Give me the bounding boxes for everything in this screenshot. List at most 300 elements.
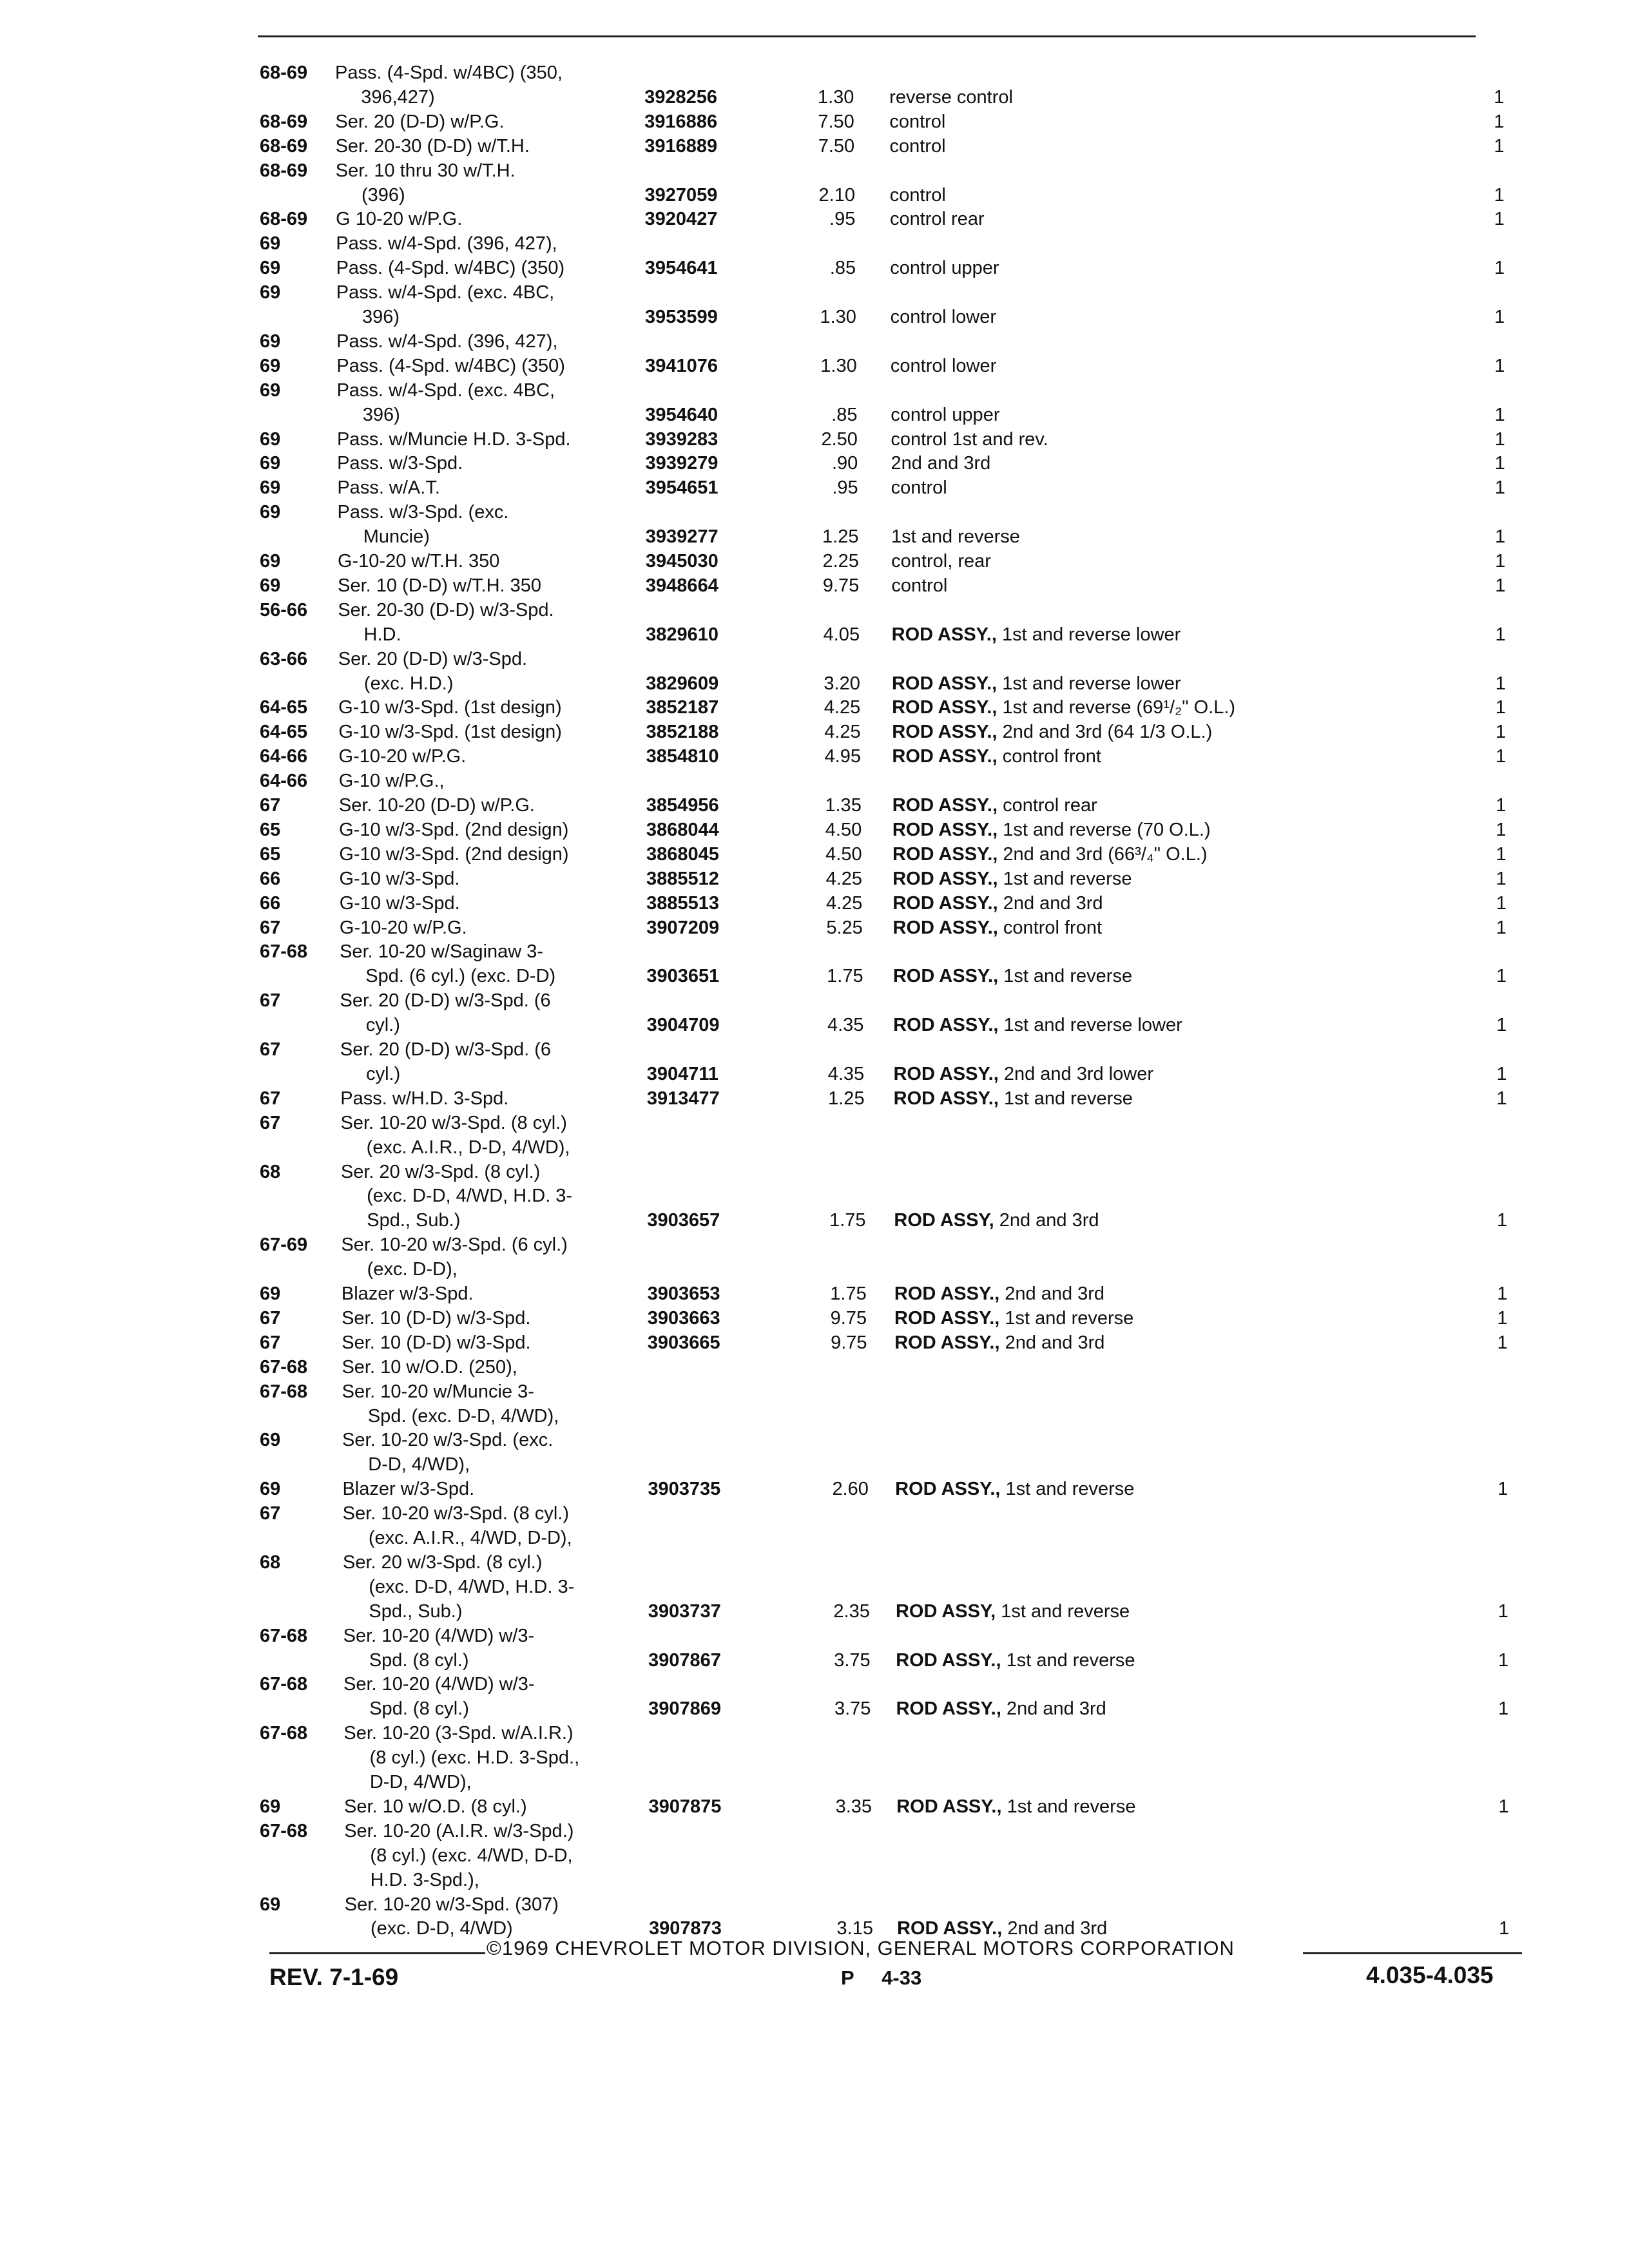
price: 4.35 xyxy=(827,1063,865,1084)
table-row xyxy=(0,1574,1629,1600)
part-detail: 1st and reverse lower xyxy=(1001,624,1181,645)
table-row xyxy=(0,1452,1629,1477)
table-row xyxy=(0,548,1629,574)
model-year: 67-68 xyxy=(260,1674,308,1695)
application-desc: (exc. D-D, 4/WD, H.D. 3- xyxy=(369,1576,575,1597)
application-desc: Ser. 10-20 (A.I.R. w/3-Spd.) xyxy=(344,1820,574,1841)
price: 1.75 xyxy=(829,1210,866,1231)
part-description xyxy=(891,524,1020,550)
application-desc: H.D. 3-Spd.), xyxy=(370,1869,479,1890)
table-row xyxy=(0,158,1629,184)
application-desc: G-10-20 w/T.H. 350 xyxy=(337,551,500,572)
part-detail: 1st and reverse xyxy=(1007,1796,1136,1817)
application-desc: H.D. xyxy=(363,624,401,645)
quantity: 1 xyxy=(1495,526,1506,548)
application-desc: Ser. 10-20 (D-D) w/P.G. xyxy=(338,795,535,816)
part-detail: reverse control xyxy=(889,86,1013,108)
quantity: 1 xyxy=(1497,1283,1508,1304)
table-row xyxy=(0,329,1629,354)
price: 1.30 xyxy=(820,307,856,327)
model-year: 68 xyxy=(260,1552,281,1573)
quantity: 1 xyxy=(1498,1600,1509,1622)
table-row xyxy=(0,1061,1629,1087)
part-name: ROD ASSY, xyxy=(895,1600,996,1622)
part-description xyxy=(890,255,999,281)
table-row xyxy=(0,1037,1629,1062)
part-name: ROD ASSY., xyxy=(894,1283,1000,1304)
price: 4.50 xyxy=(825,843,862,865)
quantity: 1 xyxy=(1497,1307,1508,1329)
table-row xyxy=(0,1476,1629,1502)
application-desc: Blazer w/3-Spd. xyxy=(341,1283,474,1304)
price: .95 xyxy=(832,477,858,499)
part-number: 3907873 xyxy=(649,1918,722,1939)
table-row xyxy=(0,1403,1629,1429)
application-desc: Ser. 10-20 w/3-Spd. (8 cyl.) xyxy=(342,1503,570,1524)
table-row xyxy=(0,1648,1629,1673)
application-desc: Pass. (4-Spd. w/4BC) (350) xyxy=(336,258,565,279)
part-detail: 1st and reverse xyxy=(891,526,1020,548)
part-detail: 2nd and 3rd (66³/₄" O.L.) xyxy=(1003,843,1208,865)
application-desc: Pass. (4-Spd. w/4BC) (350, xyxy=(335,62,563,83)
quantity: 1 xyxy=(1497,1332,1508,1353)
model-year: 67 xyxy=(260,1039,281,1060)
price: 7.50 xyxy=(818,111,854,132)
quantity: 1 xyxy=(1499,1918,1510,1939)
application-desc: Ser. 20 (D-D) w/3-Spd. (6 xyxy=(340,990,551,1012)
application-desc: Pass. w/H.D. 3-Spd. xyxy=(340,1088,509,1109)
table-row xyxy=(0,695,1629,720)
table-row xyxy=(0,182,1629,208)
table-row xyxy=(0,841,1629,867)
model-year: 69 xyxy=(260,233,281,255)
quantity: 1 xyxy=(1495,575,1506,596)
part-description xyxy=(892,744,1101,769)
application-desc: Spd. (exc. D-D, 4/WD), xyxy=(367,1405,559,1427)
part-description xyxy=(894,1305,1133,1331)
quantity: 1 xyxy=(1496,1015,1507,1036)
table-row xyxy=(0,1159,1629,1185)
application-desc: Pass. w/3-Spd. xyxy=(337,453,463,474)
part-description xyxy=(889,133,945,159)
application-desc: Ser. 10 (D-D) w/3-Spd. xyxy=(342,1307,531,1329)
quantity: 1 xyxy=(1498,1796,1509,1817)
application-desc: Ser. 10-20 w/3-Spd. (6 cyl.) xyxy=(341,1235,568,1256)
application-desc: Pass. (4-Spd. w/4BC) (350) xyxy=(336,355,565,376)
table-row xyxy=(0,1818,1629,1844)
part-detail: control xyxy=(891,477,947,499)
part-number: 3927059 xyxy=(644,184,718,206)
part-description xyxy=(895,1476,1134,1502)
table-row xyxy=(0,109,1629,135)
part-number: 3907209 xyxy=(646,917,720,938)
model-year: 69 xyxy=(260,331,281,352)
table-row xyxy=(0,1892,1629,1917)
model-year: 65 xyxy=(260,843,281,865)
quantity: 1 xyxy=(1494,453,1505,474)
price: 1.35 xyxy=(825,795,862,816)
part-name: ROD ASSY., xyxy=(893,1063,999,1084)
model-year: 69 xyxy=(260,453,281,474)
price: 3.35 xyxy=(835,1796,872,1817)
price: 3.15 xyxy=(836,1918,873,1939)
table-row xyxy=(0,427,1629,452)
part-description xyxy=(891,353,996,379)
part-number: 3941076 xyxy=(645,355,718,376)
application-desc: cyl.) xyxy=(365,1015,400,1036)
part-detail: 1st and reverse xyxy=(1003,868,1132,889)
model-year: 68-69 xyxy=(260,209,308,230)
quantity: 1 xyxy=(1494,258,1505,279)
quantity: 1 xyxy=(1496,1210,1508,1231)
part-description xyxy=(893,1012,1182,1038)
table-row xyxy=(0,1769,1629,1795)
table-row xyxy=(0,719,1629,745)
table-row xyxy=(0,304,1629,330)
part-number: 3854810 xyxy=(646,746,719,767)
part-name: ROD ASSY., xyxy=(891,624,997,645)
price: .85 xyxy=(831,404,858,425)
application-desc: (exc. D-D, 4/WD, H.D. 3- xyxy=(367,1186,573,1207)
table-row xyxy=(0,1232,1629,1258)
application-desc: G-10 w/3-Spd. xyxy=(339,892,460,914)
table-row xyxy=(0,60,1629,86)
part-detail: control front xyxy=(1002,746,1101,767)
part-description xyxy=(894,1330,1104,1356)
application-desc: Spd., Sub.) xyxy=(367,1210,461,1231)
part-name: ROD ASSY., xyxy=(892,892,998,914)
part-description xyxy=(892,841,1208,867)
part-number: 3939283 xyxy=(645,428,718,450)
part-number: 3852188 xyxy=(646,722,719,743)
price: 4.25 xyxy=(824,722,861,743)
part-description xyxy=(892,890,1103,916)
price: .95 xyxy=(829,209,856,230)
part-detail: control upper xyxy=(891,404,1000,425)
part-name: ROD ASSY., xyxy=(893,1015,999,1036)
quantity: 1 xyxy=(1496,819,1507,840)
table-row xyxy=(0,1183,1629,1209)
price: 4.05 xyxy=(823,624,860,645)
part-detail: control lower xyxy=(890,355,997,376)
table-row xyxy=(0,890,1629,916)
part-name: ROD ASSY., xyxy=(892,819,998,840)
model-year: 69 xyxy=(260,428,281,450)
application-desc: G-10-20 w/P.G. xyxy=(338,746,467,767)
quantity: 1 xyxy=(1494,404,1505,425)
application-desc: Spd. (8 cyl.) xyxy=(369,1649,469,1671)
part-detail: control rear xyxy=(1003,795,1097,816)
model-year: 67 xyxy=(260,1503,281,1524)
part-description xyxy=(894,1281,1104,1307)
model-year: 67-68 xyxy=(260,1820,308,1841)
price: 5.25 xyxy=(826,917,863,938)
table-row xyxy=(0,1623,1629,1649)
model-year: 65 xyxy=(260,819,281,840)
model-year: 67 xyxy=(260,990,281,1012)
model-year: 69 xyxy=(260,1283,281,1304)
application-desc: (exc. A.I.R., D-D, 4/WD), xyxy=(366,1137,570,1158)
section-number: 4.035-4.035 xyxy=(1366,1962,1494,1988)
table-row xyxy=(0,671,1629,697)
table-row xyxy=(0,1086,1629,1111)
part-detail: control front xyxy=(1003,917,1103,938)
table-row xyxy=(0,353,1629,379)
part-description xyxy=(889,109,945,135)
part-name: ROD ASSY., xyxy=(892,917,998,938)
model-year: 56-66 xyxy=(260,599,308,620)
model-year: 68-69 xyxy=(260,135,308,157)
application-desc: Ser. 20 w/3-Spd. (8 cyl.) xyxy=(340,1161,541,1182)
quantity: 1 xyxy=(1494,477,1505,499)
application-desc: G-10 w/3-Spd. xyxy=(339,868,460,889)
part-description xyxy=(892,866,1132,892)
quantity: 1 xyxy=(1496,1063,1507,1084)
part-description xyxy=(892,719,1212,745)
application-desc: (396) xyxy=(361,184,405,206)
footer-rule-right xyxy=(1303,1952,1522,1954)
part-number: 3903735 xyxy=(648,1479,721,1500)
part-number: 3907875 xyxy=(648,1796,722,1817)
application-desc: Pass. w/3-Spd. (exc. xyxy=(337,502,509,523)
model-year: 69 xyxy=(260,380,281,401)
application-desc: Muncie) xyxy=(363,526,430,548)
application-desc: cyl.) xyxy=(366,1063,401,1084)
part-number: 3916886 xyxy=(644,111,718,132)
part-description xyxy=(891,573,947,599)
model-year: 67-69 xyxy=(260,1235,308,1256)
page-number: P 4-33 xyxy=(841,1966,922,1989)
application-desc: Blazer w/3-Spd. xyxy=(342,1479,475,1500)
part-detail: control 1st and rev. xyxy=(891,428,1048,450)
part-name: ROD ASSY., xyxy=(893,1088,999,1109)
part-number: 3939279 xyxy=(645,453,718,474)
part-detail: control, rear xyxy=(891,551,991,572)
part-description xyxy=(894,1086,1133,1111)
table-row xyxy=(0,866,1629,892)
part-number: 3868045 xyxy=(646,843,719,865)
part-description xyxy=(891,427,1048,452)
price: 4.35 xyxy=(827,1015,864,1036)
table-row xyxy=(0,1671,1629,1697)
application-desc: Ser. 20-30 (D-D) w/T.H. xyxy=(335,135,530,157)
table-row xyxy=(0,402,1629,428)
model-year: 67 xyxy=(260,1112,281,1133)
part-detail: 1st and reverse xyxy=(1003,966,1133,987)
table-row xyxy=(0,475,1629,501)
quantity: 1 xyxy=(1498,1479,1509,1500)
part-detail: control xyxy=(889,135,946,157)
part-description xyxy=(892,695,1235,720)
part-number: 3916889 xyxy=(644,135,718,157)
table-row xyxy=(0,1012,1629,1038)
application-desc: Ser. 10-20 w/Muncie 3- xyxy=(342,1381,534,1402)
part-name: ROD ASSY., xyxy=(896,1796,1002,1817)
part-description xyxy=(892,817,1211,843)
quantity: 1 xyxy=(1496,868,1507,889)
price: .90 xyxy=(831,453,858,474)
part-name: ROD ASSY., xyxy=(894,1332,1000,1353)
model-year: 69 xyxy=(260,551,281,572)
price: .85 xyxy=(829,258,856,279)
part-description xyxy=(896,1599,1130,1624)
part-detail: 2nd and 3rd lower xyxy=(1003,1063,1153,1084)
application-desc: Ser. 10 (D-D) w/T.H. 350 xyxy=(338,575,542,596)
part-description xyxy=(890,182,946,208)
price: 3.20 xyxy=(824,673,860,694)
quantity: 1 xyxy=(1494,307,1505,327)
price: 1.25 xyxy=(822,526,859,548)
model-year: 69 xyxy=(260,1430,281,1451)
application-desc: Pass. w/4-Spd. (396, 427), xyxy=(336,233,557,255)
part-number: 3903651 xyxy=(646,966,720,987)
part-detail: 1st and reverse lower xyxy=(1003,1015,1182,1036)
model-year: 66 xyxy=(260,892,281,914)
table-row xyxy=(0,963,1629,989)
table-row xyxy=(0,646,1629,672)
part-number: 3829610 xyxy=(646,624,719,645)
model-year: 67 xyxy=(260,1088,281,1109)
part-number: 3903665 xyxy=(647,1332,720,1353)
table-row xyxy=(0,280,1629,305)
quantity: 1 xyxy=(1496,892,1507,914)
part-detail: 2nd and 3rd xyxy=(1003,892,1103,914)
quantity: 1 xyxy=(1494,86,1505,108)
price: 3.75 xyxy=(834,1649,871,1671)
quantity: 1 xyxy=(1496,795,1507,816)
price: 4.25 xyxy=(824,697,861,718)
model-year: 67 xyxy=(260,795,281,816)
model-year: 67 xyxy=(260,1307,281,1329)
application-desc: Ser. 20-30 (D-D) w/3-Spd. xyxy=(338,599,554,620)
revision-date: REV. 7-1-69 xyxy=(269,1964,399,1990)
footer-rule-left xyxy=(269,1952,485,1954)
part-detail: 2nd and 3rd (64 1/3 O.L.) xyxy=(1002,722,1213,743)
model-year: 67-68 xyxy=(260,1381,308,1402)
application-desc: Ser. 20 (D-D) w/3-Spd. (6 xyxy=(340,1039,552,1060)
table-row xyxy=(0,1599,1629,1624)
table-row xyxy=(0,1501,1629,1526)
part-description xyxy=(896,1696,1106,1722)
quantity: 1 xyxy=(1494,135,1505,157)
part-number: 3885512 xyxy=(646,868,719,889)
application-desc: G-10 w/P.G., xyxy=(338,771,445,792)
quantity: 1 xyxy=(1496,917,1507,938)
price: 9.75 xyxy=(831,1332,867,1353)
application-desc: Spd. (6 cyl.) (exc. D-D) xyxy=(365,966,556,987)
application-desc: Ser. 10-20 (4/WD) w/3- xyxy=(343,1625,535,1646)
part-name: ROD ASSY, xyxy=(894,1210,994,1231)
model-year: 63-66 xyxy=(260,648,308,669)
application-desc: Ser. 10-20 w/3-Spd. (307) xyxy=(344,1894,559,1915)
part-number: 3903663 xyxy=(647,1307,720,1329)
part-description xyxy=(891,304,996,330)
application-desc: Ser. 10 (D-D) w/3-Spd. xyxy=(342,1332,531,1353)
part-detail: 1st and reverse xyxy=(1006,1649,1135,1671)
table-row xyxy=(0,84,1629,110)
part-detail: 2nd and 3rd xyxy=(1005,1332,1105,1353)
application-desc: (exc. A.I.R., 4/WD, D-D), xyxy=(368,1528,572,1548)
part-description xyxy=(893,1061,1153,1087)
part-name: ROD ASSY., xyxy=(892,746,998,767)
quantity: 1 xyxy=(1495,673,1506,694)
application-desc: Spd. (8 cyl.) xyxy=(369,1698,469,1720)
model-year: 67-68 xyxy=(260,1356,308,1378)
table-row xyxy=(0,499,1629,525)
table-row xyxy=(0,1256,1629,1282)
part-name: ROD ASSY., xyxy=(892,868,998,889)
part-detail: 2nd and 3rd xyxy=(891,453,991,474)
table-row xyxy=(0,133,1629,159)
quantity: 1 xyxy=(1495,746,1507,767)
model-year: 64-65 xyxy=(260,697,308,718)
application-desc: 396,427) xyxy=(361,86,435,108)
price: 2.35 xyxy=(833,1600,870,1622)
quantity: 1 xyxy=(1495,722,1506,743)
quantity: 1 xyxy=(1494,209,1505,230)
part-number: 3954651 xyxy=(645,477,718,499)
price: 1.25 xyxy=(828,1088,865,1109)
part-name: ROD ASSY., xyxy=(896,1649,1001,1671)
part-detail: 2nd and 3rd xyxy=(1007,1918,1108,1939)
quantity: 1 xyxy=(1494,355,1505,376)
table-row xyxy=(0,622,1629,648)
application-desc: Ser. 10 thru 30 w/T.H. xyxy=(335,160,516,181)
quantity: 1 xyxy=(1494,111,1505,132)
model-year: 64-66 xyxy=(260,771,308,792)
part-detail: control lower xyxy=(890,307,996,327)
model-year: 68 xyxy=(260,1161,281,1182)
application-desc: Ser. 10-20 (4/WD) w/3- xyxy=(343,1674,535,1695)
model-year: 69 xyxy=(260,502,281,523)
price: 2.10 xyxy=(818,184,855,206)
table-row xyxy=(0,915,1629,941)
table-row xyxy=(0,744,1629,769)
part-description xyxy=(891,475,947,501)
application-desc: D-D, 4/WD), xyxy=(369,1772,472,1792)
part-detail: 1st and reverse xyxy=(1003,1088,1133,1109)
table-row xyxy=(0,1427,1629,1453)
table-row xyxy=(0,793,1629,818)
application-desc: G 10-20 w/P.G. xyxy=(336,209,463,230)
table-row xyxy=(0,1720,1629,1746)
table-row xyxy=(0,1867,1629,1893)
application-desc: 396) xyxy=(361,307,400,327)
part-detail: 1st and reverse xyxy=(1005,1307,1134,1329)
copyright-line: ©1969 CHEVROLET MOTOR DIVISION, GENERAL MOTORS CORPORATION xyxy=(487,1937,1235,1959)
part-description xyxy=(890,206,985,232)
part-number: 3953599 xyxy=(644,307,718,327)
application-desc: Pass. w/4-Spd. (exc. 4BC, xyxy=(336,282,555,303)
table-row xyxy=(0,1550,1629,1575)
application-desc: Ser. 10-20 w/Saginaw 3- xyxy=(340,941,544,963)
table-row xyxy=(0,1379,1629,1405)
application-desc: (exc. H.D.) xyxy=(363,673,454,694)
part-description xyxy=(892,622,1181,648)
table-row xyxy=(0,1354,1629,1380)
part-name: ROD ASSY., xyxy=(892,697,998,718)
part-number: 3928256 xyxy=(644,86,717,108)
part-description xyxy=(891,450,991,476)
part-number: 3939277 xyxy=(645,526,718,548)
part-number: 3948664 xyxy=(645,575,718,596)
model-year: 69 xyxy=(260,1894,281,1915)
model-year: 67-68 xyxy=(260,1723,308,1744)
part-name: ROD ASSY., xyxy=(896,1698,1001,1720)
quantity: 1 xyxy=(1496,966,1507,987)
part-number: 3829609 xyxy=(646,673,719,694)
part-description xyxy=(892,793,1097,818)
